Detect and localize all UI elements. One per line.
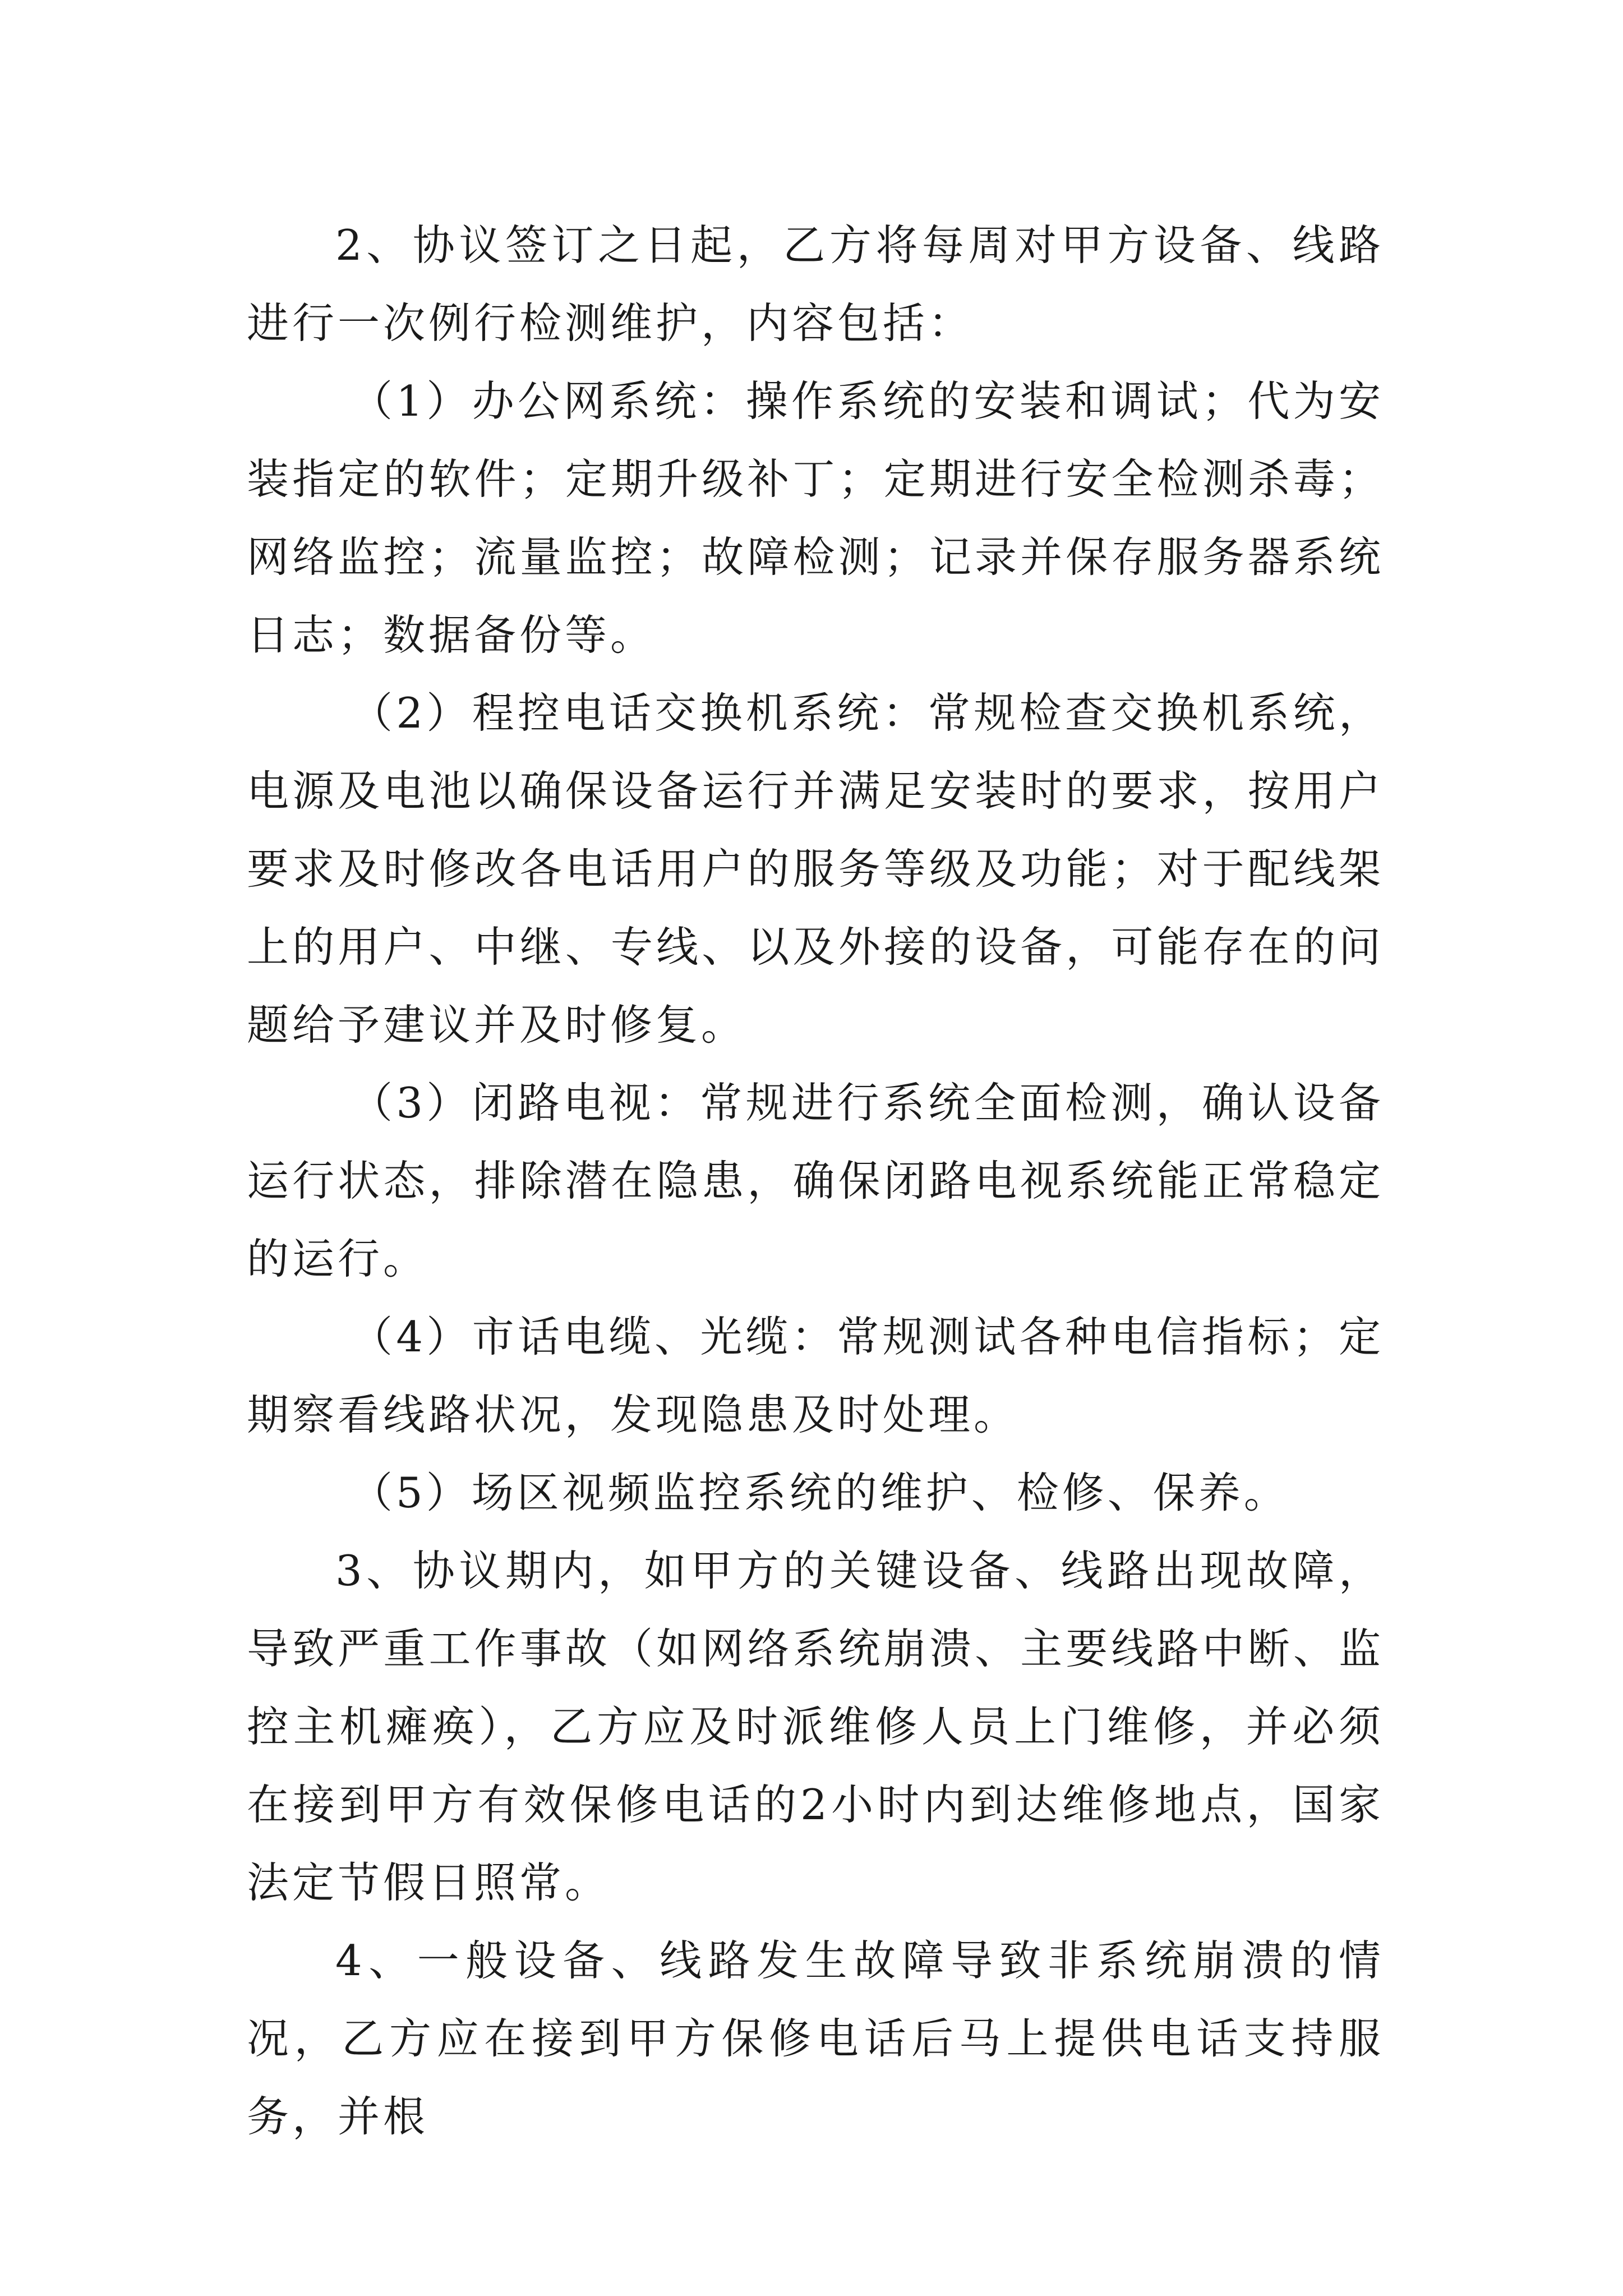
clause-2-item-3-paragraph: （3）闭路电视：常规进行系统全面检测，确认设备运行状态，排除潜在隐患，确保闭路电视系统能正常稳定的运行。	[247, 1078, 1384, 1283]
clause-2-item-2-paragraph: （2）程控电话交换机系统：常规检查交换机系统，电源及电池以确保设备运行并满足安装时的要求，按用户要求及时修改各电话用户的服务等级及功能；对于配线架上的用户、中继、专线、以及外接的设备，可能存在的问题给予建议并及时修复。	[247, 688, 1384, 1050]
clause-2-item-4-paragraph: （4）市话电缆、光缆：常规测试各种电信指标；定期察看线路状况，发现隐患及时处理。	[247, 1312, 1384, 1439]
clause-4-paragraph: 4、一般设备、线路发生故障导致非系统崩溃的情况，乙方应在接到甲方保修电话后马上提供电话支持服务，并根	[247, 1936, 1384, 2141]
clause-2-item-1-paragraph: （1）办公网系统：操作系统的安装和调试；代为安装指定的软件；定期升级补丁；定期进行安全检测杀毒；网络监控；流量监控；故障检测；记录并保存服务器系统日志；数据备份等。	[247, 376, 1384, 660]
clause-3-paragraph: 3、协议期内，如甲方的关键设备、线路出现故障，导致严重工作事故（如网络系统崩溃、主要线路中断、监控主机瘫痪），乙方应及时派维修人员上门维修，并必须在接到甲方有效保修电话的2小时内到达维修地点，国家法定节假日照常。	[247, 1546, 1384, 1907]
clause-2-paragraph: 2、协议签订之日起，乙方将每周对甲方设备、线路进行一次例行检测维护，内容包括：	[247, 220, 1384, 348]
clause-2-item-5-paragraph: （5）场区视频监控系统的维护、检修、保养。	[351, 1468, 1289, 1517]
document-body	[247, 206, 1384, 2156]
